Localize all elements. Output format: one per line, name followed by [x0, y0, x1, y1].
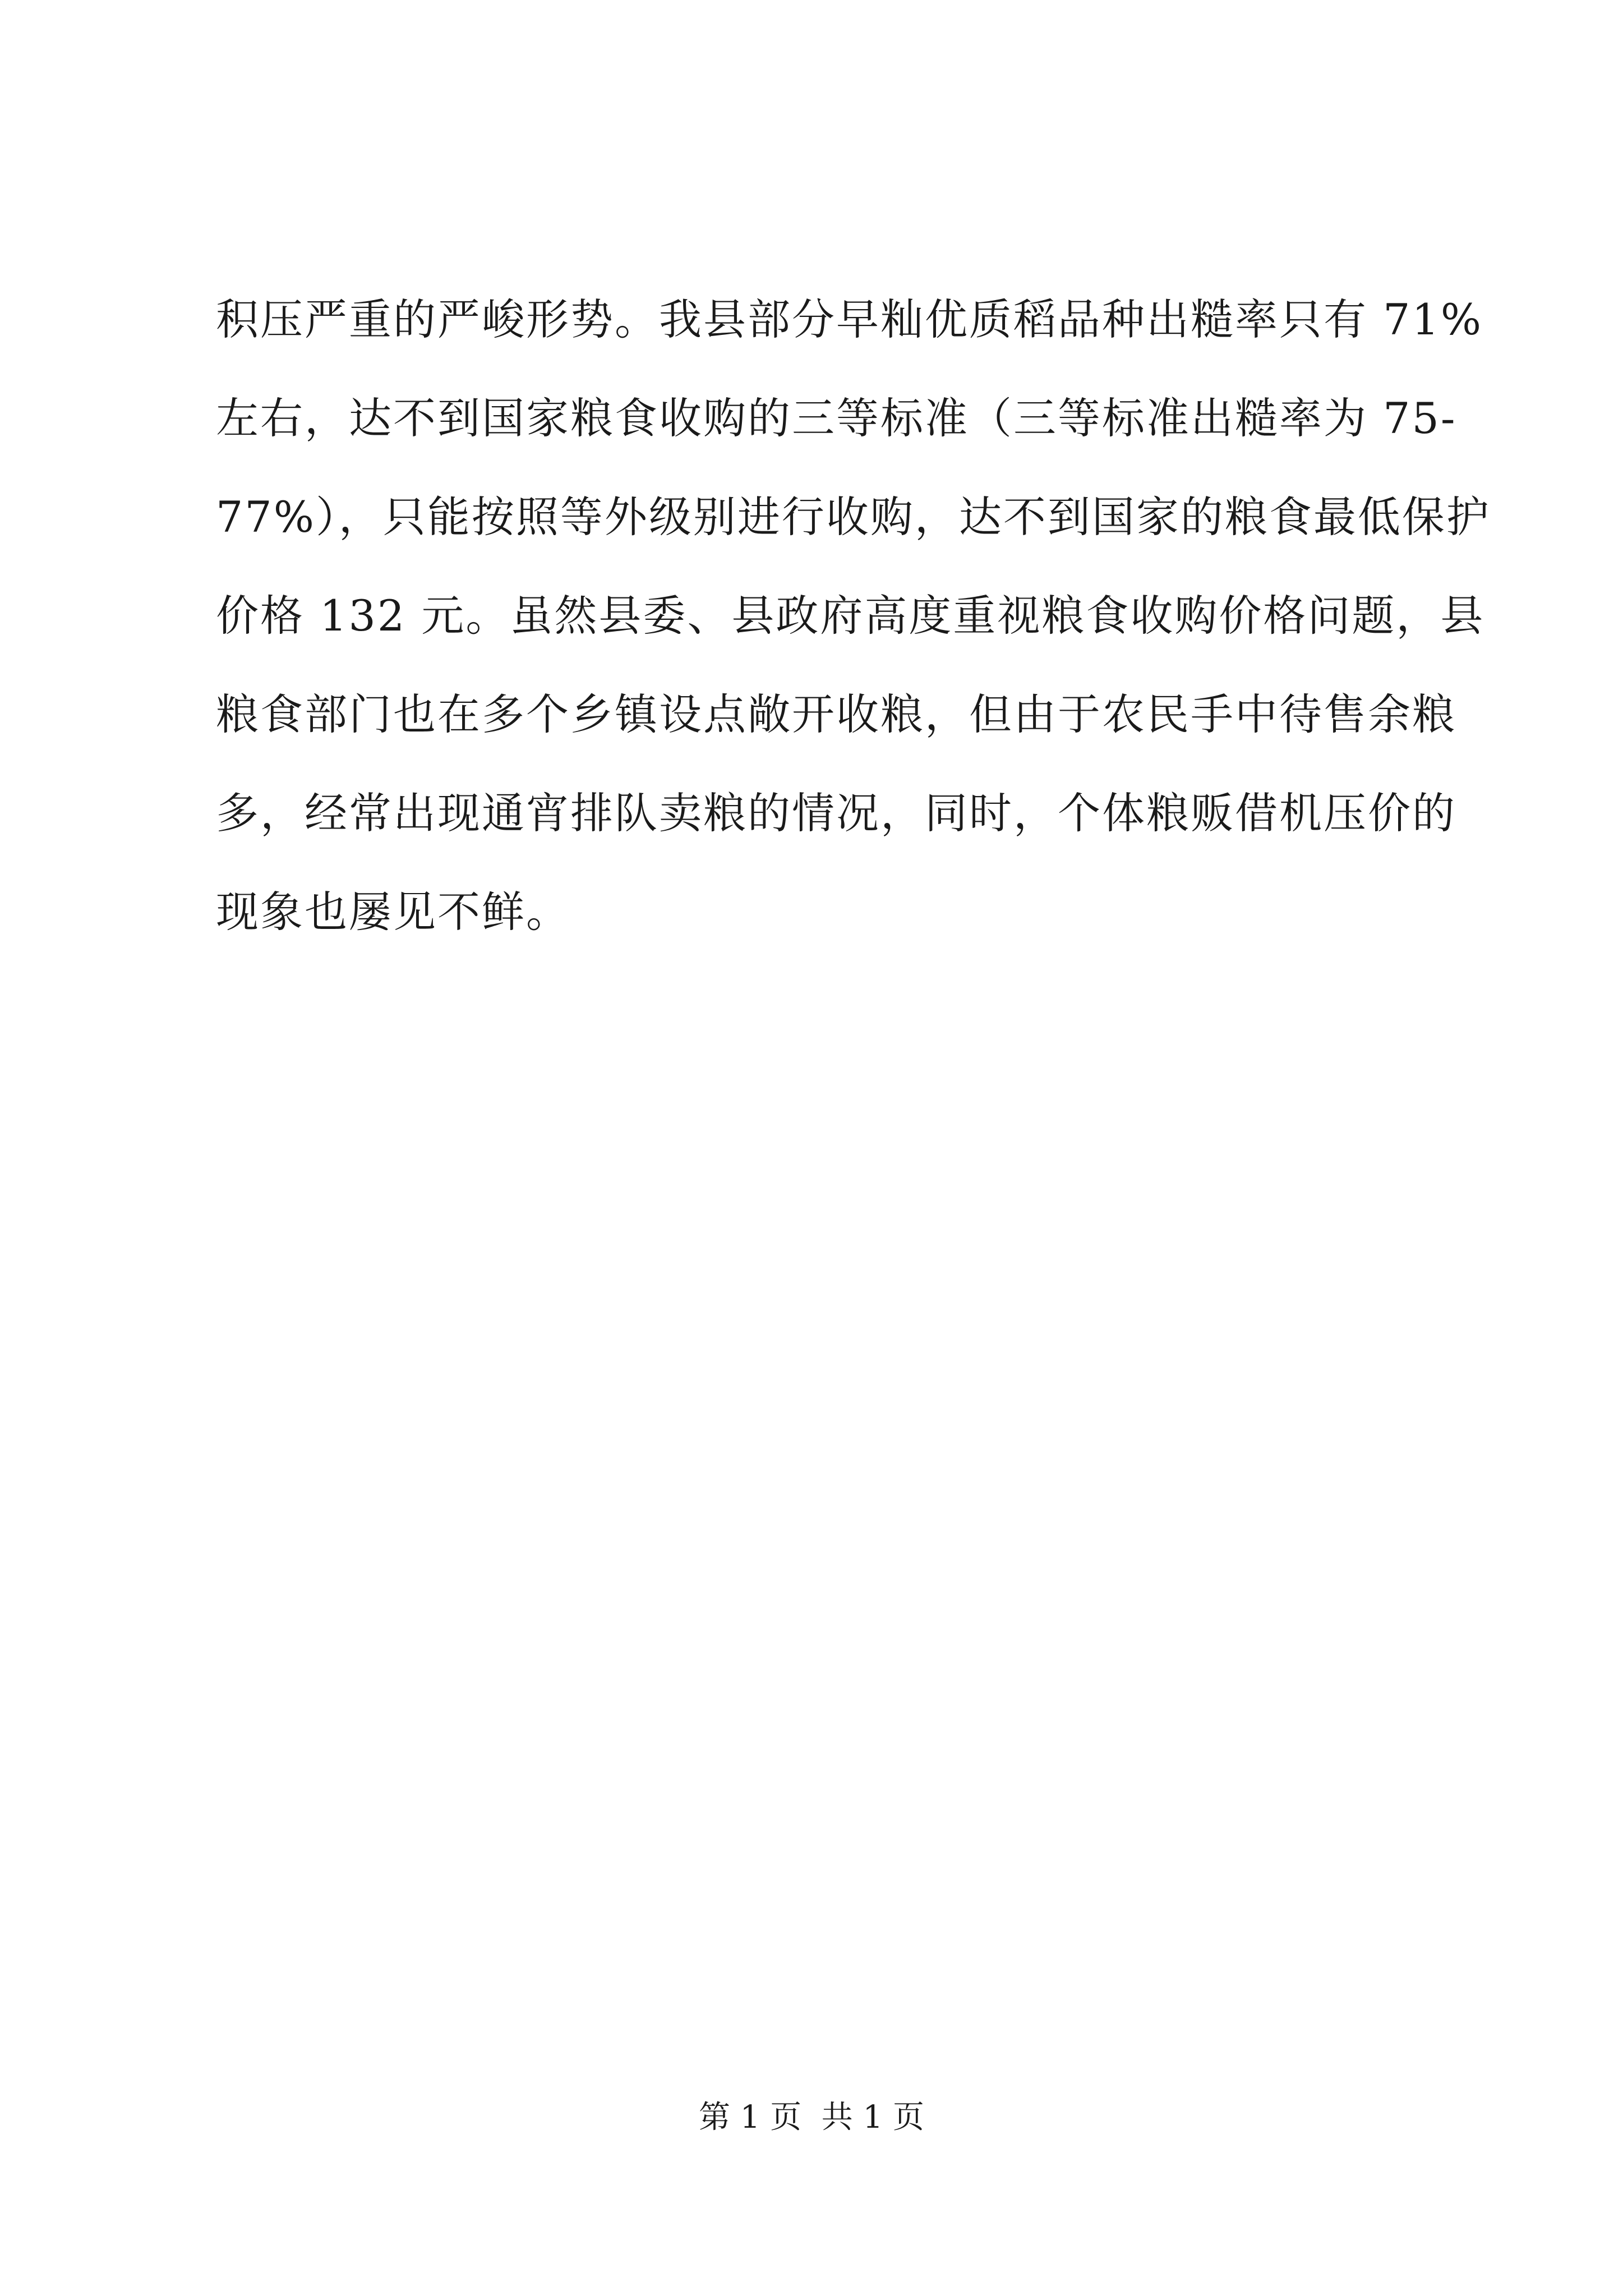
paragraph-line: 积压严重的严峻形势。我县部分早籼优质稻品种出糙率只有 71% [216, 295, 1483, 344]
paragraph-line: 多，经常出现通宵排队卖粮的情况，同时，个体粮贩借机压价的 [216, 788, 1456, 838]
paragraph-line: 粮食部门也在多个乡镇设点敞开收粮，但由于农民手中待售余粮 [216, 689, 1456, 739]
paragraph-line: 价格 132 元。虽然县委、县政府高度重视粮食收购价格问题，县 [216, 591, 1485, 641]
body-paragraph [216, 292, 1491, 983]
paragraph-line: 左右，达不到国家粮食收购的三等标准（三等标准出糙率为 75- [216, 393, 1457, 443]
paragraph-line: 现象也屡见不鲜。 [216, 887, 570, 937]
page-number-footer: 第 1 页 共 1 页 [698, 2099, 925, 2136]
paragraph-line: 77%），只能按照等外级别进行收购，达不到国家的粮食最低保护 [216, 492, 1491, 542]
